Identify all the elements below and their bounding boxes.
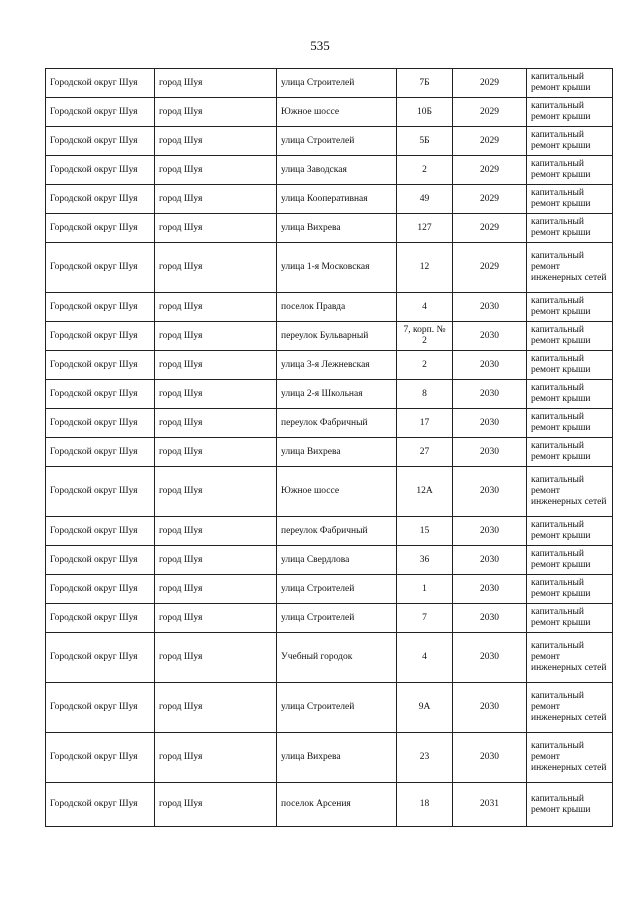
year-cell: 2030 (453, 380, 527, 409)
table-row (46, 633, 613, 683)
municipality-cell: Городской округ Шуя (46, 322, 155, 351)
house-number-cell: 4 (397, 293, 453, 322)
street-cell: переулок Фабричный (277, 409, 397, 438)
table-row (46, 783, 613, 827)
settlement-cell: город Шуя (155, 409, 277, 438)
house-number-cell: 12 (397, 243, 453, 293)
table-row (46, 243, 613, 293)
municipality-cell: Городской округ Шуя (46, 380, 155, 409)
municipality-cell: Городской округ Шуя (46, 214, 155, 243)
house-number-cell: 18 (397, 783, 453, 827)
work-type-cell: капитальный ремонт крыши (527, 409, 613, 438)
municipality-cell: Городской округ Шуя (46, 575, 155, 604)
house-number-cell: 127 (397, 214, 453, 243)
work-type-cell: капитальный ремонт крыши (527, 546, 613, 575)
table-row (46, 322, 613, 351)
year-cell: 2031 (453, 783, 527, 827)
work-type-cell: капитальный ремонт инженерных сетей (527, 467, 613, 517)
street-cell: улица Строителей (277, 604, 397, 633)
table-row (46, 517, 613, 546)
house-number-cell: 10Б (397, 98, 453, 127)
municipality-cell: Городской округ Шуя (46, 69, 155, 98)
year-cell: 2029 (453, 243, 527, 293)
street-cell: улица Строителей (277, 69, 397, 98)
work-type-cell: капитальный ремонт крыши (527, 351, 613, 380)
year-cell: 2029 (453, 127, 527, 156)
work-type-cell: капитальный ремонт крыши (527, 380, 613, 409)
year-cell: 2030 (453, 604, 527, 633)
street-cell: Южное шоссе (277, 467, 397, 517)
year-cell: 2030 (453, 633, 527, 683)
settlement-cell: город Шуя (155, 69, 277, 98)
settlement-cell: город Шуя (155, 733, 277, 783)
street-cell: переулок Бульварный (277, 322, 397, 351)
registry-table (45, 68, 613, 827)
work-type-cell: капитальный ремонт инженерных сетей (527, 633, 613, 683)
street-cell: улица Вихрева (277, 438, 397, 467)
settlement-cell: город Шуя (155, 783, 277, 827)
year-cell: 2029 (453, 156, 527, 185)
table-row (46, 380, 613, 409)
street-cell: поселок Арсения (277, 783, 397, 827)
table-row (46, 293, 613, 322)
municipality-cell: Городской округ Шуя (46, 546, 155, 575)
settlement-cell: город Шуя (155, 633, 277, 683)
street-cell: улица 2-я Школьная (277, 380, 397, 409)
year-cell: 2030 (453, 409, 527, 438)
house-number-cell: 5Б (397, 127, 453, 156)
year-cell: 2030 (453, 517, 527, 546)
year-cell: 2030 (453, 438, 527, 467)
house-number-cell: 8 (397, 380, 453, 409)
table-row (46, 214, 613, 243)
year-cell: 2029 (453, 185, 527, 214)
table-row (46, 546, 613, 575)
year-cell: 2029 (453, 98, 527, 127)
settlement-cell: город Шуя (155, 322, 277, 351)
work-type-cell: капитальный ремонт крыши (527, 783, 613, 827)
work-type-cell: капитальный ремонт крыши (527, 98, 613, 127)
settlement-cell: город Шуя (155, 517, 277, 546)
year-cell: 2030 (453, 575, 527, 604)
work-type-cell: капитальный ремонт инженерных сетей (527, 683, 613, 733)
settlement-cell: город Шуя (155, 98, 277, 127)
house-number-cell: 9А (397, 683, 453, 733)
municipality-cell: Городской округ Шуя (46, 293, 155, 322)
street-cell: улица 1-я Московская (277, 243, 397, 293)
street-cell: улица Заводская (277, 156, 397, 185)
settlement-cell: город Шуя (155, 127, 277, 156)
table-row (46, 98, 613, 127)
settlement-cell: город Шуя (155, 438, 277, 467)
settlement-cell: город Шуя (155, 243, 277, 293)
year-cell: 2030 (453, 733, 527, 783)
year-cell: 2029 (453, 214, 527, 243)
house-number-cell: 7 (397, 604, 453, 633)
house-number-cell: 12А (397, 467, 453, 517)
settlement-cell: город Шуя (155, 546, 277, 575)
house-number-cell: 17 (397, 409, 453, 438)
house-number-cell: 36 (397, 546, 453, 575)
year-cell: 2029 (453, 69, 527, 98)
municipality-cell: Городской округ Шуя (46, 633, 155, 683)
year-cell: 2030 (453, 683, 527, 733)
work-type-cell: капитальный ремонт крыши (527, 604, 613, 633)
street-cell: улица Вихрева (277, 214, 397, 243)
settlement-cell: город Шуя (155, 156, 277, 185)
work-type-cell: капитальный ремонт крыши (527, 517, 613, 546)
table-row (46, 604, 613, 633)
street-cell: улица Строителей (277, 683, 397, 733)
work-type-cell: капитальный ремонт крыши (527, 69, 613, 98)
table-row (46, 575, 613, 604)
street-cell: Учебный городок (277, 633, 397, 683)
year-cell: 2030 (453, 351, 527, 380)
municipality-cell: Городской округ Шуя (46, 438, 155, 467)
municipality-cell: Городской округ Шуя (46, 604, 155, 633)
settlement-cell: город Шуя (155, 214, 277, 243)
settlement-cell: город Шуя (155, 683, 277, 733)
street-cell: улица Строителей (277, 127, 397, 156)
street-cell: переулок Фабричный (277, 517, 397, 546)
settlement-cell: город Шуя (155, 604, 277, 633)
page-number: 535 (310, 38, 330, 53)
street-cell: Южное шоссе (277, 98, 397, 127)
municipality-cell: Городской округ Шуя (46, 733, 155, 783)
house-number-cell: 4 (397, 633, 453, 683)
house-number-cell: 27 (397, 438, 453, 467)
settlement-cell: город Шуя (155, 380, 277, 409)
table-row (46, 438, 613, 467)
municipality-cell: Городской округ Шуя (46, 351, 155, 380)
municipality-cell: Городской округ Шуя (46, 243, 155, 293)
street-cell: поселок Правда (277, 293, 397, 322)
municipality-cell: Городской округ Шуя (46, 783, 155, 827)
registry-rows (46, 69, 613, 827)
year-cell: 2030 (453, 293, 527, 322)
work-type-cell: капитальный ремонт инженерных сетей (527, 733, 613, 783)
house-number-cell: 15 (397, 517, 453, 546)
street-cell: улица Свердлова (277, 546, 397, 575)
work-type-cell: капитальный ремонт крыши (527, 575, 613, 604)
work-type-cell: капитальный ремонт крыши (527, 293, 613, 322)
house-number-cell: 2 (397, 351, 453, 380)
municipality-cell: Городской округ Шуя (46, 185, 155, 214)
street-cell: улица Кооперативная (277, 185, 397, 214)
street-cell: улица Вихрева (277, 733, 397, 783)
municipality-cell: Городской округ Шуя (46, 98, 155, 127)
street-cell: улица 3-я Лежневская (277, 351, 397, 380)
work-type-cell: капитальный ремонт крыши (527, 322, 613, 351)
year-cell: 2030 (453, 546, 527, 575)
table-row (46, 69, 613, 98)
municipality-cell: Городской округ Шуя (46, 156, 155, 185)
table-row (46, 127, 613, 156)
table-row (46, 467, 613, 517)
municipality-cell: Городской округ Шуя (46, 683, 155, 733)
work-type-cell: капитальный ремонт крыши (527, 127, 613, 156)
table-row (46, 683, 613, 733)
settlement-cell: город Шуя (155, 467, 277, 517)
work-type-cell: капитальный ремонт крыши (527, 438, 613, 467)
house-number-cell: 7, корп. № 2 (397, 322, 453, 351)
street-cell: улица Строителей (277, 575, 397, 604)
work-type-cell: капитальный ремонт инженерных сетей (527, 243, 613, 293)
municipality-cell: Городской округ Шуя (46, 517, 155, 546)
table-row (46, 156, 613, 185)
house-number-cell: 2 (397, 156, 453, 185)
settlement-cell: город Шуя (155, 351, 277, 380)
settlement-cell: город Шуя (155, 293, 277, 322)
table-row (46, 409, 613, 438)
house-number-cell: 23 (397, 733, 453, 783)
house-number-cell: 49 (397, 185, 453, 214)
settlement-cell: город Шуя (155, 575, 277, 604)
municipality-cell: Городской округ Шуя (46, 409, 155, 438)
settlement-cell: город Шуя (155, 185, 277, 214)
work-type-cell: капитальный ремонт крыши (527, 214, 613, 243)
work-type-cell: капитальный ремонт крыши (527, 156, 613, 185)
table-row (46, 185, 613, 214)
work-type-cell: капитальный ремонт крыши (527, 185, 613, 214)
table-row (46, 733, 613, 783)
table-row (46, 351, 613, 380)
municipality-cell: Городской округ Шуя (46, 127, 155, 156)
house-number-cell: 7Б (397, 69, 453, 98)
year-cell: 2030 (453, 322, 527, 351)
year-cell: 2030 (453, 467, 527, 517)
house-number-cell: 1 (397, 575, 453, 604)
municipality-cell: Городской округ Шуя (46, 467, 155, 517)
